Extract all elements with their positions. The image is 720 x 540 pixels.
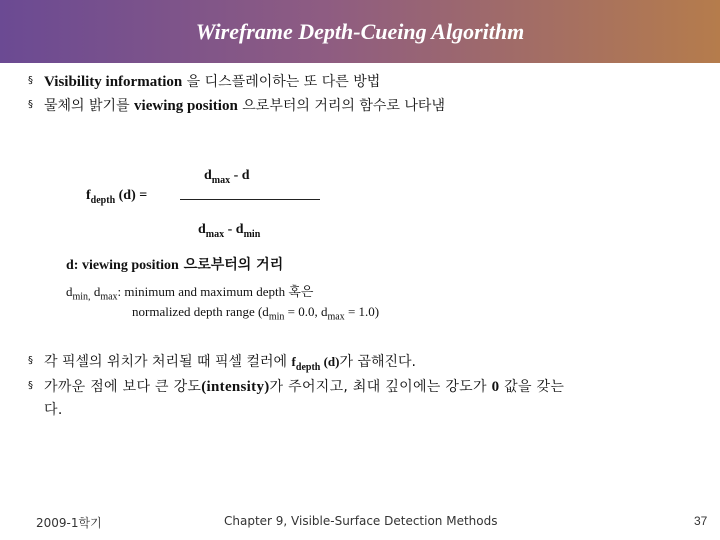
- bullet-item-1: [28, 70, 684, 93]
- bullet-item-4: § 가까운 점에 보다 큰 강도(intensity)가 주어지고, 최대 깊이에는 강도가 0 값을 갖는 다.: [28, 375, 704, 421]
- definition-d: d: viewing position 으로부터의 거리: [66, 257, 284, 273]
- bullet-2-kr2: 으로부터의 거리의 함수로 나타냄: [237, 98, 445, 114]
- definition-dmin-dmax: $d_{min,}$ $d_{max}$: minimum and maximum depth 혹은: [66, 284, 314, 303]
- formula-numerator: $d_{max}$ - d: [204, 168, 250, 186]
- bullet-item-2: [28, 94, 684, 117]
- bullet-1-kr: 을 디스플레이하는 또 다른 방법: [182, 74, 381, 90]
- bullet-1-en: Visibility information: [44, 74, 183, 90]
- bullet-2-kr1: 물체의 밝기를: [44, 98, 135, 114]
- formula-denominator: $d_{max} - d_{min}$: [198, 222, 261, 240]
- bullet-item-3: § 각 픽셀의 위치가 처리될 때 픽셀 컬러에 $f_{depth}$ (d)가 곱해진다.: [28, 350, 684, 373]
- footer-semester: 2009-1학기: [36, 516, 102, 530]
- bullet-2-en: viewing position: [134, 98, 238, 114]
- definition-normalized-range: normalized depth range ($d_{min} = 0.0$, $d_{max} = 1.0$): [132, 304, 380, 323]
- bullet-icon: §: [28, 99, 33, 110]
- footer-page-number: 37: [694, 514, 708, 528]
- bullet-icon: §: [28, 75, 33, 86]
- footer-chapter: Chapter 9, Visible-Surface Detection Methods: [224, 514, 498, 528]
- title-bar: [0, 0, 720, 63]
- bullet-icon: §: [28, 380, 33, 391]
- bullet-3-kr: 각 픽셀의 위치가 처리될 때 픽셀 컬러에: [44, 354, 292, 370]
- slide-title: Wireframe Depth-Cueing Algorithm: [195, 18, 525, 44]
- fraction-line: [180, 199, 320, 200]
- bullet-icon: §: [28, 355, 33, 366]
- formula-lhs: $f_{depth}$ (d) =: [86, 188, 148, 206]
